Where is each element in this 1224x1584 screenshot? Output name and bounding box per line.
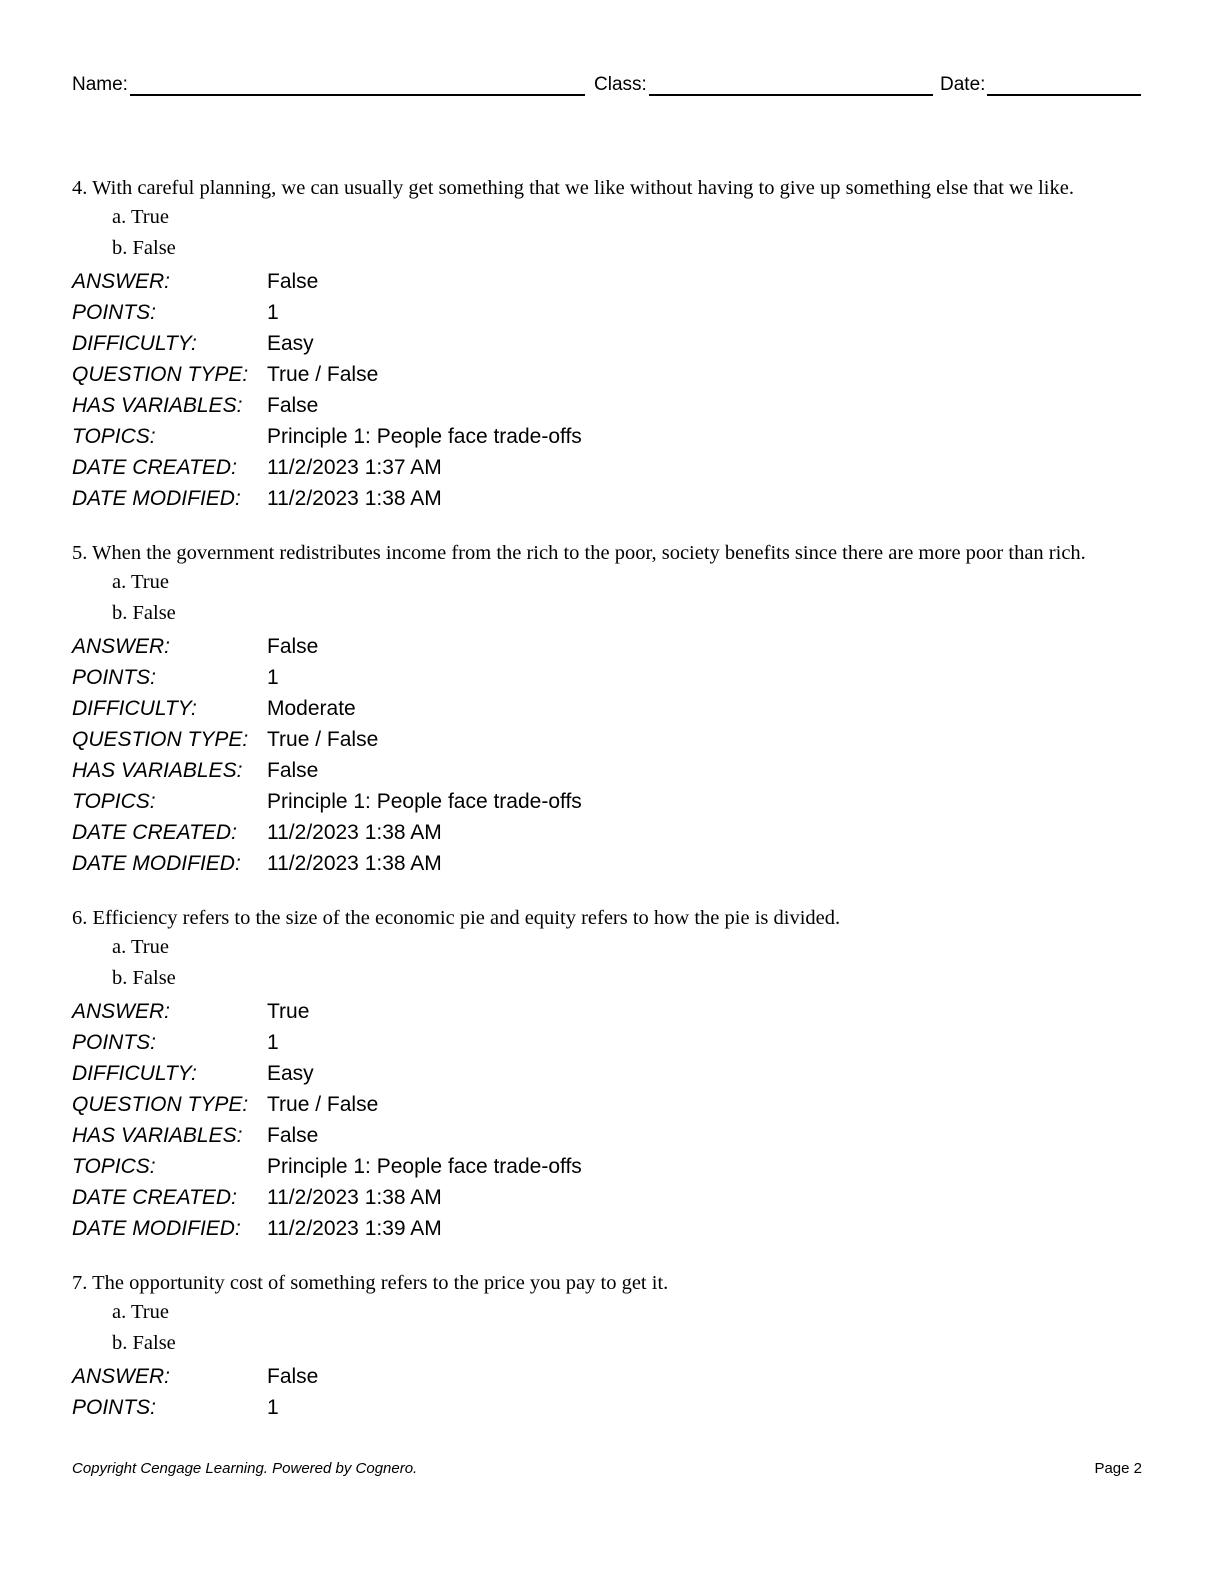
question-block [72,176,1148,514]
metadata-label: DATE CREATED: [72,456,237,479]
metadata-value: Principle 1: People face trade-offs [267,1155,582,1178]
metadata-value: True / False [267,728,379,751]
metadata-value: True / False [267,1093,379,1116]
metadata-value: Moderate [267,697,356,720]
metadata-row [72,1213,1148,1244]
class-label: Class: [594,74,647,95]
metadata-value: Principle 1: People face trade-offs [267,790,582,813]
question-metadata [72,996,1148,1244]
metadata-label: POINTS: [72,666,157,689]
question-metadata [72,631,1148,879]
metadata-value: False [267,270,319,293]
metadata-row [72,848,1148,879]
metadata-row [72,1182,1148,1213]
metadata-value: 1 [267,301,279,324]
metadata-row [72,483,1148,514]
answer-choice: a. True [112,206,169,228]
date-label: Date: [940,74,986,95]
answer-choice: a. True [112,936,169,958]
metadata-row [72,996,1148,1027]
answer-choices [72,934,1148,996]
metadata-row [72,631,1148,662]
metadata-row [72,328,1148,359]
metadata-row [72,662,1148,693]
metadata-row [72,452,1148,483]
metadata-row [72,724,1148,755]
metadata-value: True / False [267,363,379,386]
metadata-label: DIFFICULTY: [72,332,197,355]
metadata-value: True [267,1000,310,1023]
metadata-value: 11/2/2023 1:37 AM [267,456,442,479]
metadata-row [72,1089,1148,1120]
answer-choice: b. False [112,602,176,624]
metadata-row [72,266,1148,297]
copyright-notice: Copyright Cengage Learning. Powered by Cognero. [72,1460,418,1477]
metadata-value: 11/2/2023 1:38 AM [267,821,442,844]
question-block [72,541,1148,879]
metadata-label: POINTS: [72,1031,157,1054]
metadata-row [72,359,1148,390]
metadata-label: DATE MODIFIED: [72,487,241,510]
question-text: 4. With careful planning, we can usually get something that we like without having to give up something else that we like. [72,177,1074,199]
metadata-label: POINTS: [72,301,157,324]
metadata-value: 1 [267,1396,279,1419]
metadata-label: ANSWER: [72,1365,171,1388]
answer-choice: a. True [112,1301,169,1323]
answer-choice: b. False [112,1332,176,1354]
question-list [72,176,1148,1450]
metadata-value: False [267,1124,319,1147]
metadata-label: TOPICS: [72,790,156,813]
metadata-value: 11/2/2023 1:38 AM [267,852,442,875]
metadata-value: False [267,759,319,782]
metadata-value: Principle 1: People face trade-offs [267,425,582,448]
metadata-value: Easy [267,332,314,355]
answer-choices [72,569,1148,631]
metadata-label: ANSWER: [72,270,171,293]
metadata-label: HAS VARIABLES: [72,1124,243,1147]
question-text: 6. Efficiency refers to the size of the economic pie and equity refers to how the pie is divided. [72,907,841,929]
metadata-value: Easy [267,1062,314,1085]
metadata-row [72,1151,1148,1182]
answer-choices [72,1299,1148,1361]
metadata-label: ANSWER: [72,1000,171,1023]
metadata-value: False [267,1365,319,1388]
name-blank-line [130,70,585,96]
metadata-label: DATE CREATED: [72,821,237,844]
question-text: 5. When the government redistributes income from the rich to the poor, society benefits since there are more poor than rich. [72,542,1086,564]
metadata-value: 11/2/2023 1:38 AM [267,487,442,510]
metadata-row [72,297,1148,328]
question-metadata [72,266,1148,514]
answer-choice: a. True [112,571,169,593]
metadata-label: POINTS: [72,1396,157,1419]
metadata-value: False [267,635,319,658]
name-field [72,70,585,96]
answer-choices [72,204,1148,266]
page-number: Page 2 [1094,1460,1142,1477]
metadata-row [72,1361,1148,1392]
metadata-value: 1 [267,1031,279,1054]
page-footer [72,1460,1142,1480]
metadata-value: 1 [267,666,279,689]
metadata-label: DATE CREATED: [72,1186,237,1209]
metadata-row [72,1027,1148,1058]
metadata-label: QUESTION TYPE: [72,728,249,751]
metadata-value: 11/2/2023 1:38 AM [267,1186,442,1209]
name-label: Name: [72,74,128,95]
question-block [72,906,1148,1244]
metadata-label: TOPICS: [72,1155,156,1178]
answer-choice: b. False [112,967,176,989]
metadata-label: QUESTION TYPE: [72,363,249,386]
metadata-label: DATE MODIFIED: [72,1217,241,1240]
metadata-row [72,1058,1148,1089]
metadata-row [72,693,1148,724]
metadata-label: ANSWER: [72,635,171,658]
date-field [940,70,1141,96]
metadata-label: DIFFICULTY: [72,697,197,720]
question-block [72,1271,1148,1423]
date-blank-line [987,70,1141,96]
metadata-value: 11/2/2023 1:39 AM [267,1217,442,1240]
metadata-label: QUESTION TYPE: [72,1093,249,1116]
metadata-row [72,421,1148,452]
metadata-label: HAS VARIABLES: [72,394,243,417]
class-field [594,70,933,96]
question-text: 7. The opportunity cost of something refers to the price you pay to get it. [72,1272,669,1294]
answer-choice: b. False [112,237,176,259]
metadata-label: DIFFICULTY: [72,1062,197,1085]
question-metadata [72,1361,1148,1423]
metadata-row [72,390,1148,421]
metadata-row [72,1392,1148,1423]
metadata-row [72,786,1148,817]
metadata-row [72,817,1148,848]
metadata-value: False [267,394,319,417]
worksheet-header [72,70,1142,98]
metadata-label: TOPICS: [72,425,156,448]
metadata-row [72,755,1148,786]
metadata-label: HAS VARIABLES: [72,759,243,782]
class-blank-line [649,70,933,96]
metadata-label: DATE MODIFIED: [72,852,241,875]
metadata-row [72,1120,1148,1151]
